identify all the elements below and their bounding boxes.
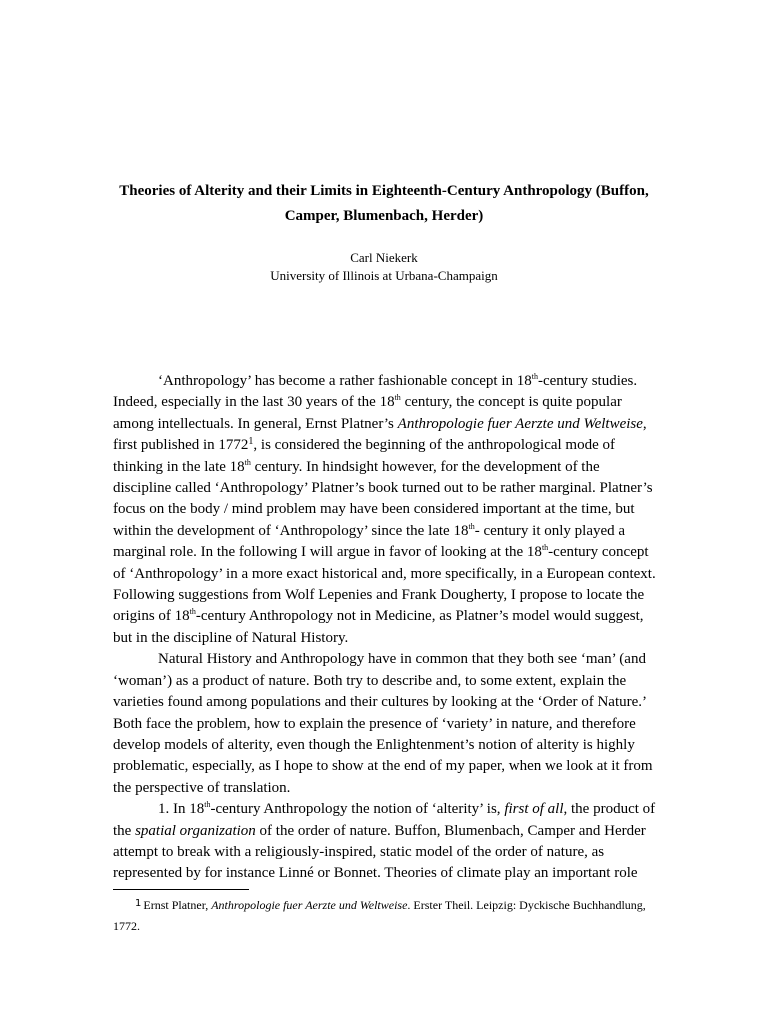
author-affiliation: University of Illinois at Urbana-Champaign	[270, 268, 498, 283]
book-title-italic: Anthropologie fuer Aerzte und Weltweise	[211, 898, 408, 912]
text-run: -century studies. Indeed, especially in the last 30 years of the 18	[113, 373, 638, 411]
text-run: century, the concept is quite popular among intellectuals. In general, Ernst Platner’s	[113, 394, 622, 432]
text-run: ‘Anthropology’ has become a rather fashionable concept in 18	[158, 373, 532, 389]
text-run: -century Anthropology the notion of ‘alterity’ is,	[210, 801, 505, 818]
footnote	[113, 893, 658, 937]
text-run: , is considered the beginning of the anthropological mode of thinking in the late 18	[113, 437, 615, 475]
text-run: - century it only played a marginal role. In the following I will argue in favor of looking at the 18	[113, 522, 626, 561]
text-run: 1. In 18	[158, 801, 205, 818]
text-run: , the product of the	[113, 801, 656, 839]
text-run: -century Anthropology not in Medicine, as Platner’s model would suggest, but in the discipline of Natural History.	[113, 608, 644, 646]
superscript: th	[541, 543, 549, 553]
footnote-marker: 1	[135, 898, 142, 909]
text-run: . Erster Theil. Leipzig: Dyckische Buchhandlung, 1772.	[113, 898, 646, 933]
paragraph-2: Natural History and Anthropology have in common that they both see ‘man’ (and ‘woman’) as a product of nature. Both try to describe and, to some extent, explain the varieties found among populations and their cultures by looking at the ‘Order of Nature.’ Both face the problem, how to explain the presence of ‘variety’ in nature, and therefore develop models of alterity, even though the Enlightenment’s notion of alterity is highly problematic, especially, as I hope to show at the end of my paper, when we look at it from the perspective of translation.	[113, 651, 653, 796]
paper-title: Theories of Alterity and their Limits in Eighteenth-Century Anthropology (Buffon, Camper, Blumenbach, Herder)	[119, 183, 649, 224]
footnote-separator	[113, 889, 249, 890]
text-run: -century concept of ‘Anthropology’ in a more exact historical and, more specifically, in a European context. Following suggestions from Wolf Lepenies and Frank Dougherty, I propose to locate the origins of 18	[113, 544, 656, 625]
footnote-reference: 1	[248, 436, 254, 448]
superscript: th	[189, 607, 196, 617]
paragraph-3	[113, 799, 658, 885]
superscript: th	[468, 521, 475, 531]
text-run: of the order of nature. Buffon, Blumenbach, Camper and Herder attempt to break with a religiously-inspired, static model of the order of nature, as represented by for instance Linné or Bonnet. Theories of climate play an important role	[113, 822, 646, 882]
superscript: th	[204, 800, 211, 810]
author-block	[100, 249, 668, 285]
text-run: Ernst Platner,	[143, 898, 212, 912]
emphasis-italic: first of all	[504, 801, 564, 818]
author-name: Carl Niekerk	[350, 250, 418, 265]
superscript: th	[244, 457, 251, 467]
superscript: th	[394, 393, 401, 403]
body-text	[113, 371, 658, 885]
text-run: , first published in 1772	[113, 415, 647, 454]
emphasis-italic: spatial organization	[135, 822, 256, 839]
superscript: th	[531, 372, 538, 381]
text-run: century. In hindsight however, for the development of the discipline called ‘Anthropology’ Platner’s book turned out to be rather marginal. Platner’s focus on the body / mind problem may have been considered important at the time, but within the development of ‘Anthropology’ since the late 18	[113, 458, 653, 539]
book-title-italic: Anthropologie fuer Aerzte und Weltweise	[397, 415, 643, 432]
paragraph-1	[113, 371, 658, 649]
